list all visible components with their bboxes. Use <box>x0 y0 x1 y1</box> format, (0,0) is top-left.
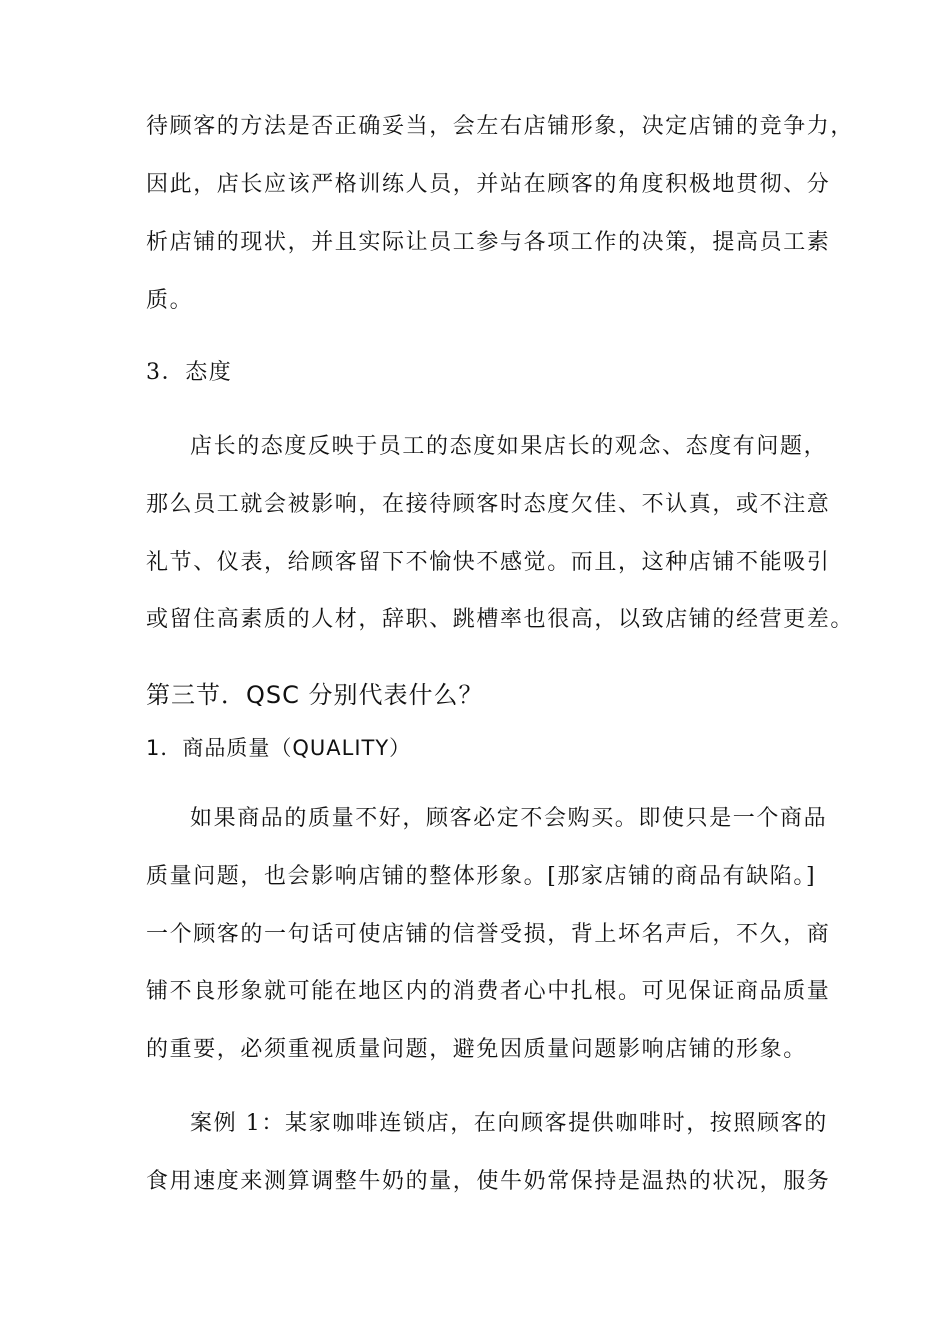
paragraph-line: 店长的态度反映于员工的态度如果店长的观念、态度有问题， <box>190 434 828 459</box>
paragraph-line: 质。 <box>146 288 194 313</box>
paragraph-line: 待顾客的方法是否正确妥当，会左右店铺形象，决定店铺的竞争力， <box>146 114 855 139</box>
paragraph-line: 礼节、仪表，给顾客留下不愉快不感觉。而且，这种店铺不能吸引 <box>146 550 831 575</box>
paragraph-line: 案例 1：某家咖啡连锁店，在向顾客提供咖啡时，按照顾客的 <box>190 1111 828 1136</box>
paragraph-line: 食用速度来测算调整牛奶的量，使牛奶常保持是温热的状况，服务 <box>146 1169 831 1194</box>
paragraph-line: 那么员工就会被影响，在接待顾客时态度欠佳、不认真，或不注意 <box>146 492 831 517</box>
paragraph-line: 析店铺的现状，并且实际让员工参与各项工作的决策，提高员工素 <box>146 230 831 255</box>
paragraph-line: 如果商品的质量不好，顾客必定不会购买。即使只是一个商品 <box>190 806 828 831</box>
paragraph-line: 或留住高素质的人材，辞职、跳槽率也很高，以致店铺的经营更差。 <box>146 607 855 632</box>
paragraph-line: 铺不良形象就可能在地区内的消费者心中扎根。可见保证商品质量 <box>146 979 831 1004</box>
paragraph-line: 的重要，必须重视质量问题，避免因质量问题影响店铺的形象。 <box>146 1037 807 1062</box>
chapter-heading: 第三节．QSC 分别代表什么？ <box>146 681 484 709</box>
item-title: 1．商品质量（QUALITY） <box>146 736 412 760</box>
paragraph-line: 因此，店长应该严格训练人员，并站在顾客的角度积极地贯彻、分 <box>146 172 831 197</box>
section-title: 3．态度 <box>146 360 233 385</box>
paragraph-line: 质量问题，也会影响店铺的整体形象。[那家店铺的商品有缺陷。] <box>146 864 817 889</box>
paragraph-line: 一个顾客的一句话可使店铺的信誉受损，背上坏名声后，不久，商 <box>146 922 831 947</box>
